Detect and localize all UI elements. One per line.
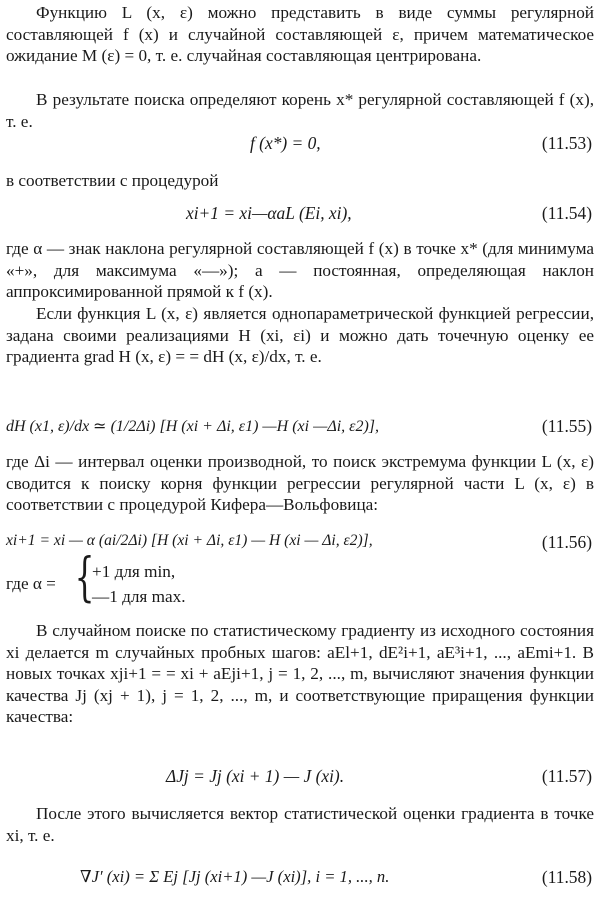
brace-icon: { [74,548,95,608]
paragraph-3: в соответствии с процедурой [6,171,219,190]
equation-11-58 [6,867,594,891]
alpha-cases [6,548,306,612]
paragraph-7: В случайном поиске по статистическому градиенту из исходного состояния xi делается m случайных пробных шагов: aEl+1, dE²i+1, aE³i+1, ..., aEmi+1. В новых точках xji+1 = = xi + aEji+1, j = 1, 2, ..., m, вычисляют значения функции качества Jj (xj + 1), j = 1, 2, ..., m, и соответствующие приращения функции качества: [6,621,594,727]
equation-formula: f (x*) = 0, [250,133,321,153]
paragraph-2: В результате поиска определяют корень x* регулярной составляющей f (x), т. е. [6,90,594,131]
equation-formula: ∇J′ (xi) = Σ Ej [Jj (xi+1) —J (xi)], i = 1, ..., n. [80,867,390,886]
equation-formula: ΔJj = Jj (xi + 1) — J (xi). [166,766,345,786]
equation-number: (11.57) [541,766,592,786]
paragraph-8: После этого вычисляется вектор статистической оценки градиента в точке xi, т. е. [6,804,594,845]
equation-formula: dH (x1, ε)/dx ≃ (1/2Δi) [H (xi + Δi, ε1) —H (xi —Δi, ε2)], [6,418,380,435]
equation-formula: xi+1 = xi — α (ai/2Δi) [H (xi + Δi, ε1) — H (xi — Δi, ε2)], [6,532,373,549]
equation-number: (11.55) [541,416,592,436]
paragraph-6: где Δi — интервал оценки производной, то поиск экстремума функции L (x, ε) сводится к поиску корня функции регрессии регулярной части L (x, ε) в соответствии с процедурой Кифера—Вольфовица: [6,452,594,515]
equation-number: (11.54) [541,203,592,223]
equation-11-53 [6,133,594,157]
equation-number: (11.58) [541,867,592,887]
equation-number: (11.53) [541,133,592,153]
paragraph-5: Если функция L (x, ε) является однопараметрической функцией регрессии, задана своими реализациями H (xi, εi) и можно дать точечную оценку ее градиента grad H (x, ε) = = dH (x, ε)/dx, т. е. [6,304,594,367]
paragraph-4: где α — знак наклона регулярной составляющей f (x) в точке x* (для минимума «+», для максимума «—»); a — постоянная, определяющая наклон аппроксимированной прямой к f (x). [6,239,594,302]
equation-11-57 [6,766,594,790]
case-max: —1 для max. [92,587,186,606]
cases-prefix: где α = [6,574,56,593]
case-min: +1 для min, [92,562,176,581]
equation-11-54 [6,203,594,227]
equation-formula: xi+1 = xi—αaL (Ei, xi), [186,203,352,223]
equation-number: (11.56) [541,532,592,552]
paragraph-1: Функцию L (x, ε) можно представить в виде суммы регулярной составляющей f (x) и случайной составляющей ε, причем математическое ожидание M (ε) = 0, т. е. случайная составляющая центрирована. [6,3,594,66]
equation-11-55 [6,416,594,440]
